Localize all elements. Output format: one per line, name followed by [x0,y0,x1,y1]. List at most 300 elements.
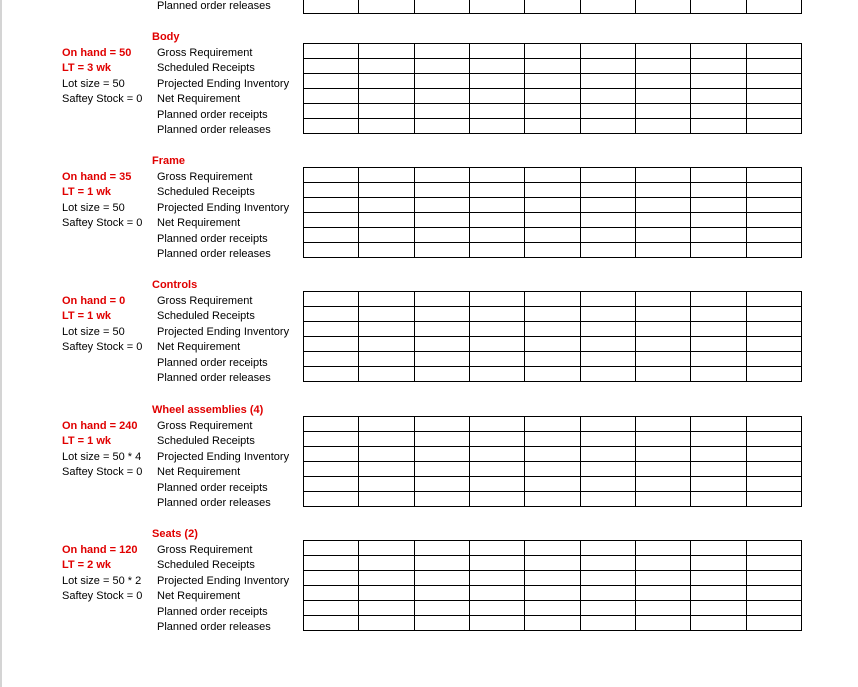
grid-cell[interactable] [635,571,690,586]
grid-cell[interactable] [414,213,469,228]
grid-cell[interactable] [469,447,524,462]
grid-cell[interactable] [691,492,746,507]
grid-cell[interactable] [469,462,524,477]
grid-cell[interactable] [414,44,469,59]
grid-cell[interactable] [691,292,746,307]
grid-cell[interactable] [469,307,524,322]
grid-cell[interactable] [359,322,414,337]
grid-cell[interactable] [359,228,414,243]
grid-cell[interactable] [414,228,469,243]
grid-cell[interactable] [359,104,414,119]
grid-cell[interactable] [580,228,635,243]
grid-cell[interactable] [635,432,690,447]
grid-cell[interactable] [414,0,469,14]
grid-cell[interactable] [635,59,690,74]
grid-cell[interactable] [525,213,580,228]
grid-cell[interactable] [304,168,359,183]
grid-cell[interactable] [469,74,524,89]
grid-cell[interactable] [691,417,746,432]
grid-cell[interactable] [304,571,359,586]
grid-cell[interactable] [691,352,746,367]
grid-cell[interactable] [304,586,359,601]
grid-row [304,74,802,89]
grid-cell[interactable] [580,198,635,213]
grid-row [304,571,802,586]
grid-cell[interactable] [580,367,635,382]
grid-cell[interactable] [746,89,801,104]
grid-cell[interactable] [635,417,690,432]
grid-cell[interactable] [359,571,414,586]
grid-cell[interactable] [691,556,746,571]
grid-cell[interactable] [469,183,524,198]
grid-cell[interactable] [304,292,359,307]
grid-cell[interactable] [635,556,690,571]
grid-cell[interactable] [691,0,746,14]
grid-cell[interactable] [469,586,524,601]
grid-cell[interactable] [359,447,414,462]
grid-cell[interactable] [414,104,469,119]
grid-cell[interactable] [359,119,414,134]
grid-cell[interactable] [304,104,359,119]
grid-cell[interactable] [359,417,414,432]
grid-cell[interactable] [746,586,801,601]
grid-cell[interactable] [469,119,524,134]
grid-cell[interactable] [635,322,690,337]
grid-cell[interactable] [691,89,746,104]
grid-cell[interactable] [746,228,801,243]
grid-cell[interactable] [469,168,524,183]
grid-cell[interactable] [469,228,524,243]
grid-cell[interactable] [580,307,635,322]
grid-cell[interactable] [304,462,359,477]
grid-cell[interactable] [580,44,635,59]
grid-cell[interactable] [691,322,746,337]
grid-cell[interactable] [414,89,469,104]
grid-cell[interactable] [525,168,580,183]
grid-cell[interactable] [304,44,359,59]
top-partial-grid [303,0,802,14]
section-title: Body [152,31,180,43]
grid-cell[interactable] [359,243,414,258]
grid-cell[interactable] [525,492,580,507]
grid-cell[interactable] [469,44,524,59]
grid-cell[interactable] [414,198,469,213]
grid-cell[interactable] [304,601,359,616]
grid-cell[interactable] [469,432,524,447]
grid-cell[interactable] [304,541,359,556]
grid-cell[interactable] [359,307,414,322]
grid-cell[interactable] [414,367,469,382]
grid-cell[interactable] [746,59,801,74]
grid-cell[interactable] [635,586,690,601]
grid-cell[interactable] [414,432,469,447]
grid-cell[interactable] [691,432,746,447]
grid-cell[interactable] [469,213,524,228]
grid-cell[interactable] [635,228,690,243]
grid-cell[interactable] [304,119,359,134]
grid-cell[interactable] [746,243,801,258]
grid-cell[interactable] [469,477,524,492]
grid-cell[interactable] [414,307,469,322]
grid-cell[interactable] [414,183,469,198]
grid-cell[interactable] [414,417,469,432]
grid-cell[interactable] [359,601,414,616]
grid-cell[interactable] [635,492,690,507]
grid-cell[interactable] [525,462,580,477]
grid-cell[interactable] [635,183,690,198]
grid-cell[interactable] [469,198,524,213]
grid-cell[interactable] [469,367,524,382]
grid-cell[interactable] [580,586,635,601]
grid-cell[interactable] [304,0,359,14]
grid-cell[interactable] [359,74,414,89]
grid-cell[interactable] [414,59,469,74]
grid-cell[interactable] [304,616,359,631]
grid-cell[interactable] [635,601,690,616]
grid-cell[interactable] [525,477,580,492]
grid-cell[interactable] [746,292,801,307]
grid-cell[interactable] [414,243,469,258]
grid-cell[interactable] [359,352,414,367]
grid-cell[interactable] [469,541,524,556]
grid-cell[interactable] [580,337,635,352]
grid-cell[interactable] [691,447,746,462]
grid-row [304,462,802,477]
grid-cell[interactable] [635,213,690,228]
grid-cell[interactable] [525,228,580,243]
safety-stock-label: Saftey Stock = 0 [62,341,143,353]
grid-cell[interactable] [635,462,690,477]
grid-row [304,59,802,74]
grid-cell[interactable] [580,74,635,89]
grid-cell[interactable] [525,44,580,59]
grid-cell[interactable] [580,119,635,134]
grid-cell[interactable] [691,586,746,601]
grid-cell[interactable] [359,556,414,571]
grid-cell[interactable] [414,462,469,477]
grid-cell[interactable] [525,59,580,74]
grid-cell[interactable] [635,447,690,462]
grid-cell[interactable] [469,571,524,586]
grid-cell[interactable] [414,292,469,307]
grid-cell[interactable] [580,168,635,183]
grid-cell[interactable] [469,0,524,14]
grid-cell[interactable] [469,322,524,337]
grid-cell[interactable] [580,352,635,367]
grid-cell[interactable] [414,616,469,631]
row-label: Gross Requirement [157,47,253,59]
grid-cell[interactable] [525,541,580,556]
grid-cell[interactable] [635,337,690,352]
grid-cell[interactable] [359,492,414,507]
grid-cell[interactable] [580,477,635,492]
grid-cell[interactable] [691,601,746,616]
grid-cell[interactable] [691,337,746,352]
grid-cell[interactable] [746,492,801,507]
grid-cell[interactable] [414,492,469,507]
grid-cell[interactable] [359,432,414,447]
grid-cell[interactable] [580,432,635,447]
grid-row [304,477,802,492]
grid-cell[interactable] [304,447,359,462]
grid-cell[interactable] [580,462,635,477]
lot-size-label: Lot size = 50 [62,78,125,90]
grid-cell[interactable] [746,367,801,382]
grid-cell[interactable] [525,417,580,432]
grid-cell[interactable] [359,168,414,183]
grid-cell[interactable] [414,168,469,183]
grid-cell[interactable] [746,352,801,367]
grid-cell[interactable] [635,89,690,104]
grid-cell[interactable] [414,571,469,586]
grid-cell[interactable] [691,104,746,119]
grid-cell[interactable] [691,243,746,258]
grid-cell[interactable] [635,541,690,556]
grid-cell[interactable] [746,601,801,616]
grid-cell[interactable] [746,337,801,352]
grid-cell[interactable] [414,119,469,134]
grid-cell[interactable] [304,477,359,492]
grid-cell[interactable] [525,322,580,337]
grid-cell[interactable] [635,168,690,183]
grid-cell[interactable] [746,213,801,228]
grid-cell[interactable] [580,89,635,104]
grid-cell[interactable] [580,213,635,228]
row-label: Projected Ending Inventory [157,575,290,587]
grid-cell[interactable] [414,337,469,352]
grid-cell[interactable] [304,337,359,352]
grid-cell[interactable] [580,292,635,307]
grid-cell[interactable] [635,0,690,14]
grid-cell[interactable] [580,0,635,14]
grid-cell[interactable] [746,571,801,586]
grid-cell[interactable] [746,322,801,337]
grid-cell[interactable] [580,601,635,616]
grid-cell[interactable] [691,228,746,243]
grid-cell[interactable] [691,44,746,59]
grid-cell[interactable] [525,104,580,119]
grid-cell[interactable] [414,556,469,571]
on-hand-label: On hand = 120 [62,544,138,556]
grid-cell[interactable] [691,198,746,213]
grid-cell[interactable] [746,477,801,492]
grid-cell[interactable] [304,213,359,228]
grid-cell[interactable] [635,292,690,307]
grid-cell[interactable] [304,183,359,198]
grid-cell[interactable] [525,432,580,447]
grid-cell[interactable] [525,183,580,198]
grid-cell[interactable] [635,198,690,213]
grid-cell[interactable] [635,616,690,631]
section-title: Wheel assemblies (4) [152,404,264,416]
grid-cell[interactable] [691,74,746,89]
grid-cell[interactable] [469,352,524,367]
grid-cell[interactable] [304,556,359,571]
grid-cell[interactable] [746,616,801,631]
grid-cell[interactable] [359,462,414,477]
grid-cell[interactable] [746,307,801,322]
grid-cell[interactable] [691,213,746,228]
grid-cell[interactable] [525,74,580,89]
grid-cell[interactable] [469,89,524,104]
grid-cell[interactable] [525,307,580,322]
grid-cell[interactable] [359,198,414,213]
grid-cell[interactable] [691,119,746,134]
grid-cell[interactable] [359,89,414,104]
grid-cell[interactable] [580,243,635,258]
grid-cell[interactable] [580,541,635,556]
grid-cell[interactable] [525,89,580,104]
grid-cell[interactable] [304,322,359,337]
grid-cell[interactable] [414,447,469,462]
grid-cell[interactable] [525,556,580,571]
grid-cell[interactable] [469,492,524,507]
grid-cell[interactable] [359,213,414,228]
grid-cell[interactable] [635,352,690,367]
grid-cell[interactable] [746,0,801,14]
grid-cell[interactable] [635,307,690,322]
grid-cell[interactable] [635,104,690,119]
grid-cell[interactable] [691,616,746,631]
grid-cell[interactable] [359,44,414,59]
grid-cell[interactable] [359,0,414,14]
grid-cell[interactable] [469,556,524,571]
grid-cell[interactable] [691,59,746,74]
grid-cell[interactable] [359,183,414,198]
grid-cell[interactable] [414,586,469,601]
grid-cell[interactable] [691,168,746,183]
grid-cell[interactable] [304,59,359,74]
grid-cell[interactable] [580,183,635,198]
grid-cell[interactable] [580,556,635,571]
grid-cell[interactable] [525,586,580,601]
grid-cell[interactable] [691,462,746,477]
grid-cell[interactable] [580,571,635,586]
grid-cell[interactable] [746,462,801,477]
grid-cell[interactable] [580,322,635,337]
grid-cell[interactable] [359,292,414,307]
grid-cell[interactable] [746,168,801,183]
grid-row [304,198,802,213]
grid-cell[interactable] [525,0,580,14]
grid-cell[interactable] [635,119,690,134]
grid-cell[interactable] [469,417,524,432]
grid-cell[interactable] [580,417,635,432]
grid-cell[interactable] [469,104,524,119]
grid-cell[interactable] [304,307,359,322]
grid-cell[interactable] [304,74,359,89]
grid-cell[interactable] [746,183,801,198]
grid-cell[interactable] [691,571,746,586]
grid-cell[interactable] [525,119,580,134]
row-label: Planned order receipts [157,109,268,121]
grid-cell[interactable] [746,447,801,462]
grid-cell[interactable] [304,89,359,104]
grid-cell[interactable] [746,119,801,134]
grid-cell[interactable] [525,601,580,616]
grid-cell[interactable] [746,198,801,213]
grid-cell[interactable] [359,477,414,492]
grid-cell[interactable] [359,59,414,74]
grid-cell[interactable] [525,447,580,462]
grid-cell[interactable] [359,541,414,556]
grid-cell[interactable] [525,571,580,586]
grid-cell[interactable] [635,477,690,492]
grid-cell[interactable] [746,74,801,89]
grid-cell[interactable] [691,183,746,198]
grid-cell[interactable] [580,104,635,119]
grid-cell[interactable] [580,447,635,462]
grid-cell[interactable] [580,616,635,631]
grid-cell[interactable] [691,477,746,492]
grid-cell[interactable] [525,616,580,631]
grid-cell[interactable] [469,616,524,631]
grid-cell[interactable] [525,198,580,213]
row-label: Planned order receipts [157,606,268,618]
grid-cell[interactable] [414,352,469,367]
grid-cell[interactable] [746,417,801,432]
grid-cell[interactable] [525,243,580,258]
grid-cell[interactable] [304,198,359,213]
grid-cell[interactable] [304,228,359,243]
grid-cell[interactable] [635,243,690,258]
grid-cell[interactable] [414,322,469,337]
grid-cell[interactable] [359,367,414,382]
grid-cell[interactable] [746,44,801,59]
grid-cell[interactable] [304,417,359,432]
grid-cell[interactable] [691,367,746,382]
grid-cell[interactable] [304,367,359,382]
grid-cell[interactable] [469,337,524,352]
grid-cell[interactable] [414,601,469,616]
grid-cell[interactable] [635,74,690,89]
grid-cell[interactable] [304,243,359,258]
grid-cell[interactable] [304,352,359,367]
grid-cell[interactable] [414,74,469,89]
grid-cell[interactable] [746,104,801,119]
grid-cell[interactable] [746,432,801,447]
grid-cell[interactable] [691,541,746,556]
grid-cell[interactable] [469,59,524,74]
grid-cell[interactable] [359,616,414,631]
grid-cell[interactable] [525,292,580,307]
row-label: Projected Ending Inventory [157,326,290,338]
grid-cell[interactable] [746,556,801,571]
grid-cell[interactable] [635,44,690,59]
grid-cell[interactable] [469,601,524,616]
grid-cell[interactable] [359,337,414,352]
grid-cell[interactable] [414,477,469,492]
grid-cell[interactable] [635,367,690,382]
grid-cell[interactable] [304,492,359,507]
grid-cell[interactable] [580,492,635,507]
grid-cell[interactable] [746,541,801,556]
grid-cell[interactable] [304,432,359,447]
grid-cell[interactable] [469,292,524,307]
grid-cell[interactable] [469,243,524,258]
grid-cell[interactable] [580,59,635,74]
row-label: Planned order releases [157,124,271,136]
row-label: Projected Ending Inventory [157,451,290,463]
grid-cell[interactable] [525,337,580,352]
safety-stock-label: Saftey Stock = 0 [62,217,143,229]
grid-cell[interactable] [525,367,580,382]
grid-row [304,89,802,104]
grid-cell[interactable] [525,352,580,367]
grid-cell[interactable] [359,586,414,601]
grid-cell[interactable] [414,541,469,556]
grid-cell[interactable] [691,307,746,322]
